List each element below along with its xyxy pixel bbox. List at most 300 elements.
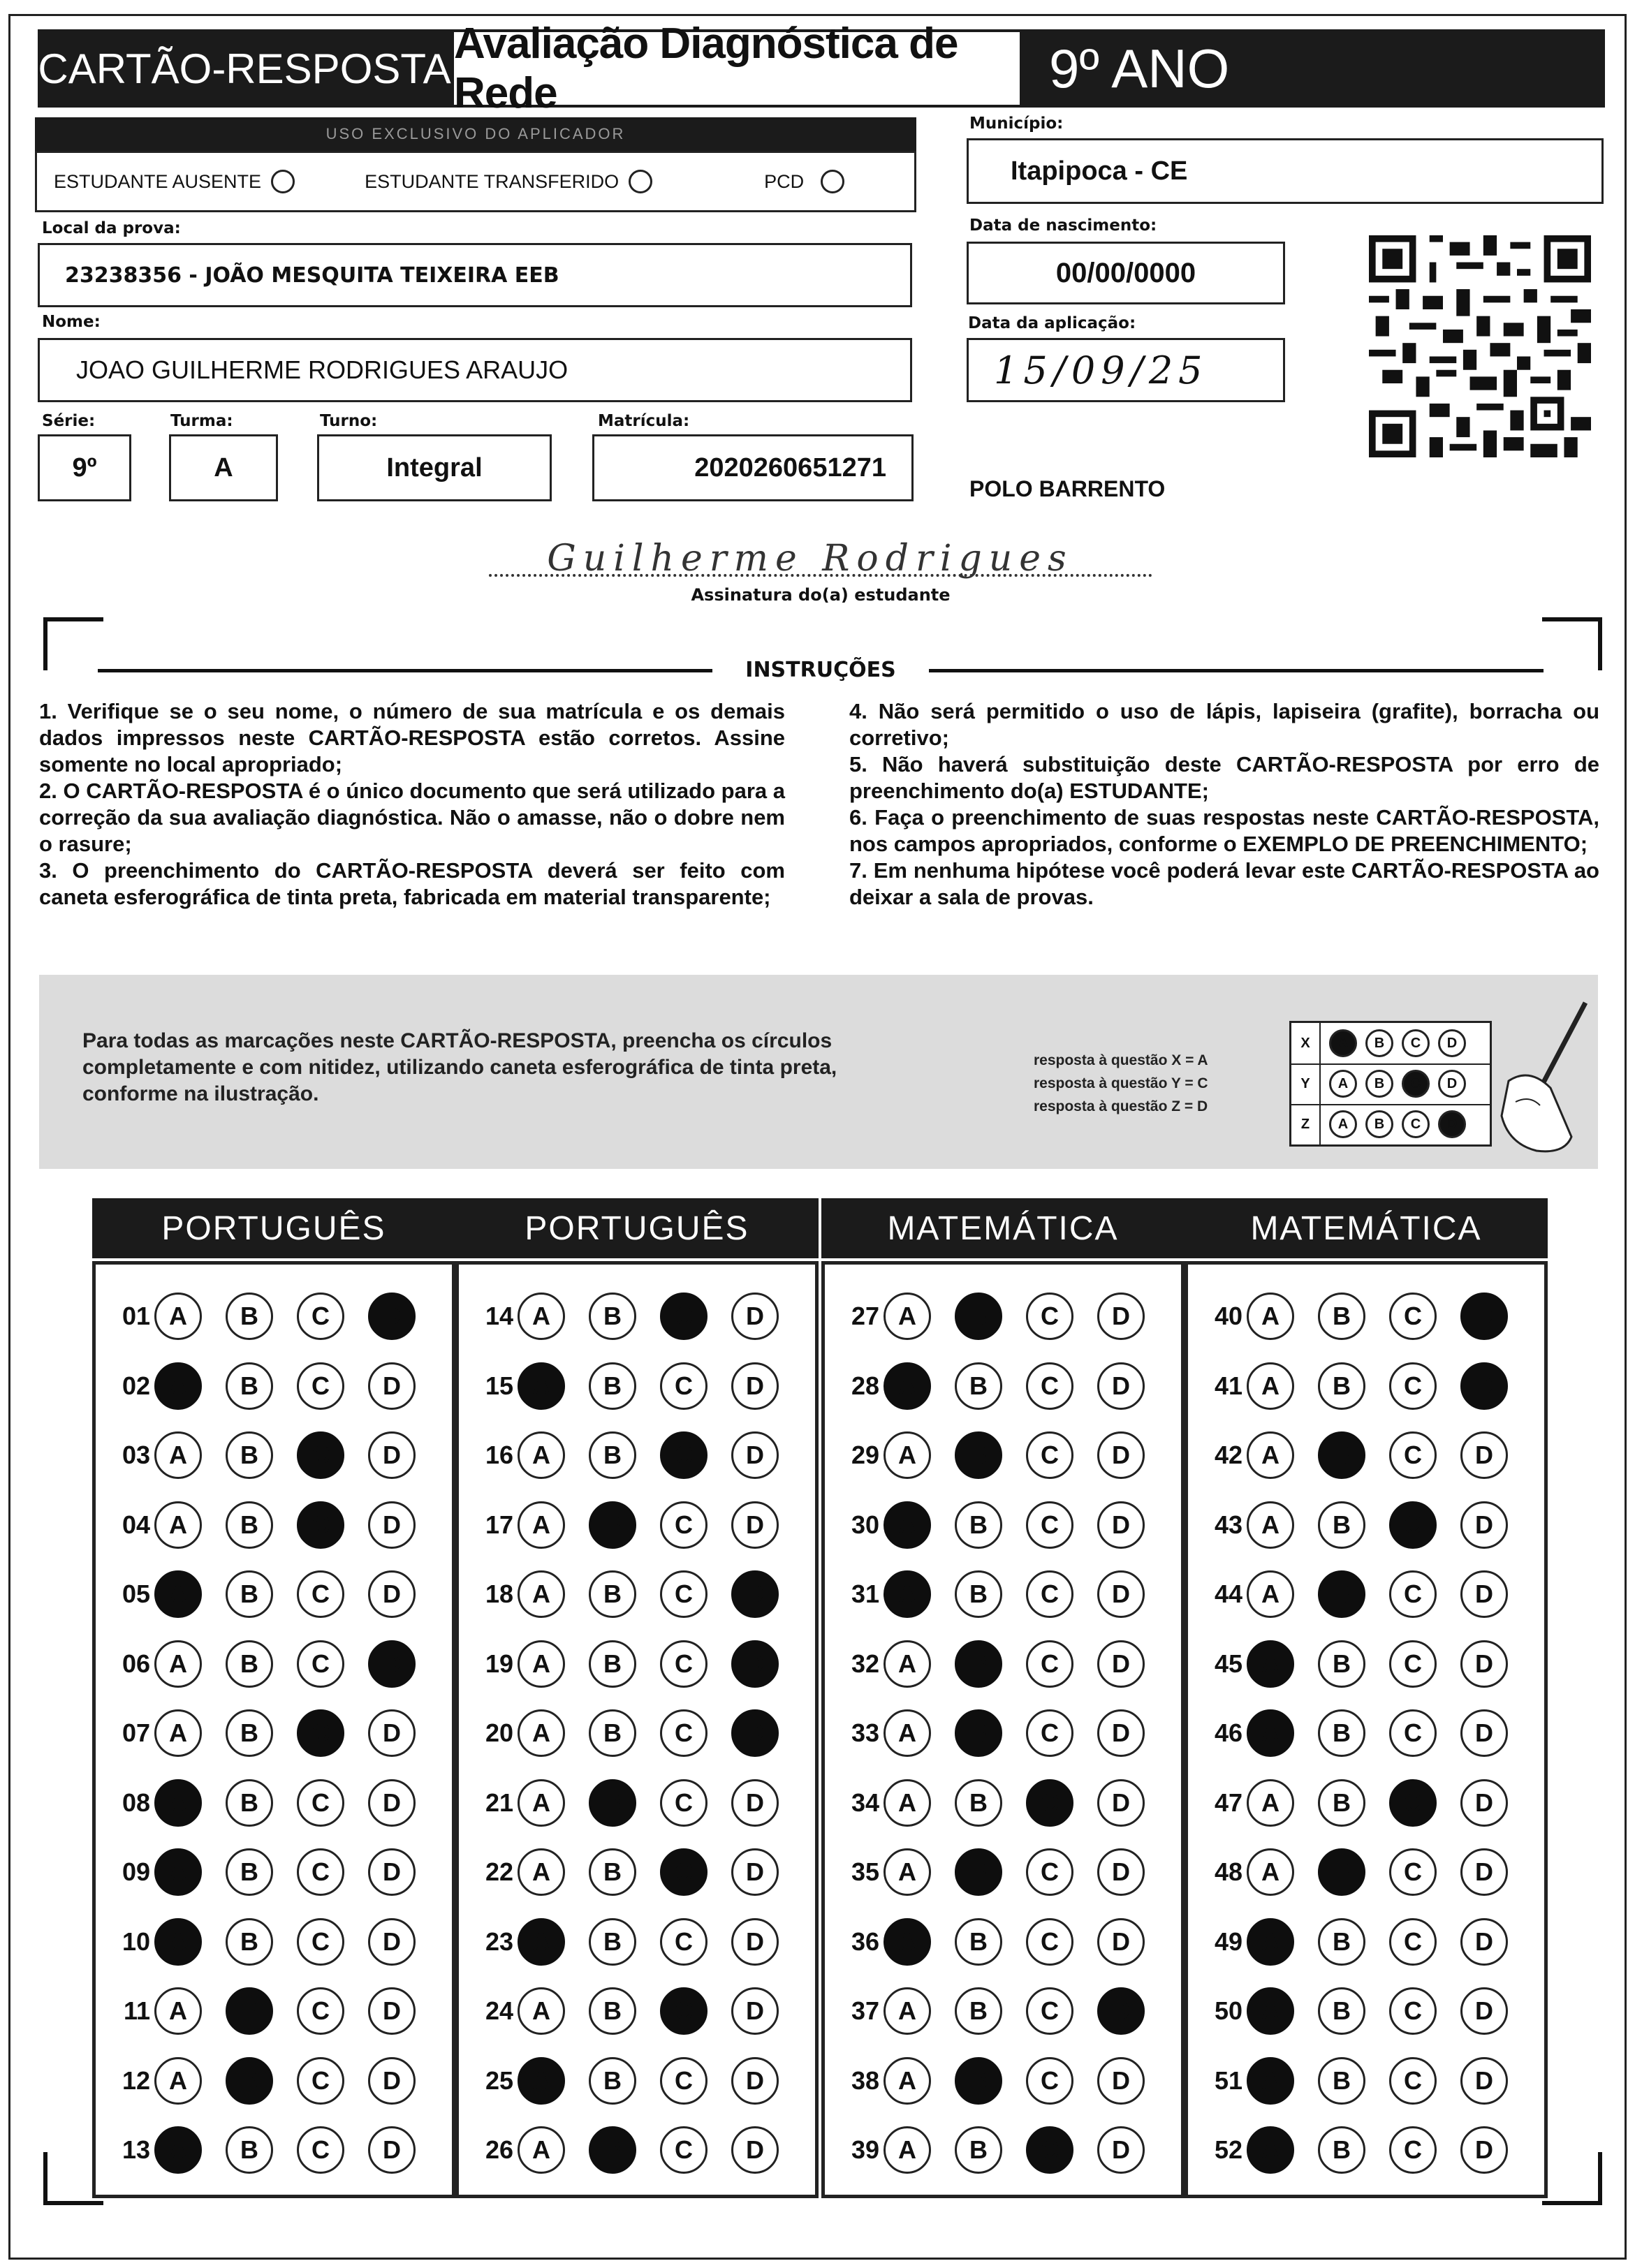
answer-bubble-a[interactable]: A (154, 2057, 202, 2105)
question-row (825, 1705, 1181, 1761)
answer-bubble-c[interactable]: C (297, 1918, 344, 1966)
question-number: 17 (485, 1510, 513, 1539)
answer-bubble-a[interactable]: A (518, 1987, 565, 2035)
answer-bubble-b[interactable]: B (589, 2057, 636, 2105)
example-text: Para todas as marcações neste CARTÃO-RESPOSTA, preencha os círculos completamente e com nitidez, utilizando caneta esferográfica de tinta preta, conforme na ilustração. (82, 1029, 837, 1105)
answer-bubble-c[interactable]: C (660, 1362, 707, 1410)
answer-bubble-b[interactable]: B (1318, 1709, 1365, 1757)
question-number: 48 (1214, 1857, 1242, 1886)
answer-bubble-a[interactable]: A (518, 1501, 565, 1549)
answer-bubble-d[interactable]: D (1460, 1362, 1508, 1410)
grade-title: 9º ANO (1022, 29, 1605, 108)
question-number: 42 (1214, 1441, 1242, 1469)
answer-bubble-b[interactable]: B (955, 1501, 1002, 1549)
answer-bubble-d[interactable]: D (1097, 1848, 1145, 1896)
answer-bubble-c[interactable]: C (660, 1640, 707, 1688)
answer-bubble-c[interactable]: C (660, 2126, 707, 2174)
answer-bubble-b[interactable]: B (1318, 2126, 1365, 2174)
answer-bubble-a[interactable]: A (518, 1848, 565, 1896)
aplicador-bar: USO EXCLUSIVO DO APLICADOR (35, 117, 916, 151)
answer-bubble-b[interactable]: B (589, 1293, 636, 1340)
pcd-radio[interactable] (821, 170, 844, 193)
answer-bubble-b[interactable]: B (955, 1640, 1002, 1688)
answer-bubble-d[interactable]: D (1097, 1362, 1145, 1410)
answer-bubble-c[interactable]: C (1389, 1501, 1437, 1549)
question-number: 29 (851, 1441, 879, 1469)
answer-bubble-b[interactable]: B (1318, 1987, 1365, 2035)
answer-bubble-b[interactable]: B (226, 1431, 273, 1479)
answer-bubble-d[interactable]: D (368, 1918, 416, 1966)
answer-bubble-b[interactable]: B (955, 1848, 1002, 1896)
transferred-label: ESTUDANTE TRANSFERIDO (365, 170, 619, 192)
answer-bubble-a[interactable]: A (1247, 2057, 1294, 2105)
aplicacao-field[interactable]: 15/09/25 (967, 338, 1285, 402)
turma-label: Turma: (170, 412, 233, 430)
answer-bubble-b[interactable]: B (1318, 1779, 1365, 1827)
hand-pen-icon (1488, 997, 1592, 1158)
answer-bubble-a[interactable]: A (154, 2126, 202, 2174)
answer-bubble-b[interactable]: B (589, 1501, 636, 1549)
answer-bubble-d[interactable]: D (368, 1431, 416, 1479)
answer-bubble-d[interactable]: D (368, 1640, 416, 1688)
instruction-1: 1. Verifique se o seu nome, o número de sua matrícula e os demais dados impressos neste CARTÃO-RESPOSTA estão corretos. Assine somente no local apropriado; (39, 699, 785, 776)
question-number: 19 (485, 1649, 513, 1678)
question-number: 31 (851, 1580, 879, 1608)
answer-bubble-c[interactable]: C (1026, 2057, 1073, 2105)
answer-bubble-a[interactable]: A (1247, 1918, 1294, 1966)
question-row (96, 1844, 452, 1900)
answer-bubble-d[interactable]: D (368, 2126, 416, 2174)
matricula-field: 2020260651271 (592, 434, 914, 501)
question-row (459, 1497, 815, 1553)
example-bubble-a: A (1329, 1070, 1357, 1098)
answer-bubble-b[interactable]: B (589, 1362, 636, 1410)
answer-bubble-a[interactable]: A (154, 1918, 202, 1966)
example-bubble-a: A (1329, 1110, 1357, 1138)
answer-bubble-b[interactable]: B (1318, 1293, 1365, 1340)
answer-bubble-d[interactable]: D (1460, 1918, 1508, 1966)
question-row (459, 1566, 815, 1622)
answer-bubble-c[interactable]: C (1026, 1918, 1073, 1966)
answer-bubble-c[interactable]: C (660, 1570, 707, 1618)
answer-bubble-c[interactable]: C (297, 1362, 344, 1410)
nome-field: JOAO GUILHERME RODRIGUES ARAUJO (38, 338, 912, 402)
question-row (96, 1427, 452, 1483)
answer-bubble-b[interactable]: B (1318, 1848, 1365, 1896)
answer-bubble-c[interactable]: C (297, 1709, 344, 1757)
answer-bubble-b[interactable]: B (1318, 1570, 1365, 1618)
answer-bubble-c[interactable]: C (1389, 1362, 1437, 1410)
answer-bubble-d[interactable]: D (1460, 1848, 1508, 1896)
answer-bubble-d[interactable]: D (1460, 1709, 1508, 1757)
question-number: 01 (122, 1302, 150, 1330)
answer-bubble-a[interactable]: A (884, 1918, 931, 1966)
answer-bubble-a[interactable]: A (1247, 1640, 1294, 1688)
answer-bubble-a[interactable]: A (154, 1293, 202, 1340)
answer-bubble-d[interactable]: D (1460, 1293, 1508, 1340)
question-number: 32 (851, 1649, 879, 1678)
question-row (825, 1914, 1181, 1970)
answer-bubble-d[interactable]: D (1097, 1431, 1145, 1479)
legend-z: resposta à questão Z = D (1034, 1098, 1208, 1114)
question-number: 07 (122, 1718, 150, 1747)
answer-bubble-c[interactable]: C (1026, 1709, 1073, 1757)
answer-bubble-b[interactable]: B (589, 1848, 636, 1896)
answer-bubble-c[interactable]: C (660, 1918, 707, 1966)
answer-bubble-c[interactable]: C (297, 1501, 344, 1549)
answer-bubble-b[interactable]: B (589, 1431, 636, 1479)
answer-bubble-a[interactable]: A (884, 1431, 931, 1479)
question-number: 39 (851, 2135, 879, 2164)
answer-bubble-a[interactable]: A (884, 2057, 931, 2105)
answer-bubble-b[interactable]: B (226, 1779, 273, 1827)
answer-bubble-c[interactable]: C (1026, 1570, 1073, 1618)
question-row (825, 1844, 1181, 1900)
answer-bubble-a[interactable]: A (884, 2126, 931, 2174)
answer-bubble-b[interactable]: B (955, 1987, 1002, 2035)
answer-bubble-d[interactable]: D (731, 2126, 779, 2174)
answer-bubble-c[interactable]: C (1026, 1640, 1073, 1688)
corner-bottom-right (1542, 2152, 1602, 2205)
answer-bubble-b[interactable]: B (226, 1848, 273, 1896)
answer-bubble-a[interactable]: A (1247, 1501, 1294, 1549)
answer-bubble-d[interactable]: D (368, 1501, 416, 1549)
answer-bubble-b[interactable]: B (955, 1431, 1002, 1479)
question-row (459, 2122, 815, 2178)
question-number: 44 (1214, 1580, 1242, 1608)
answer-bubble-c[interactable]: C (660, 1709, 707, 1757)
answer-bubble-c[interactable]: C (1389, 1987, 1437, 2035)
answer-bubble-d[interactable]: D (368, 1570, 416, 1618)
question-number: 02 (122, 1371, 150, 1400)
answer-bubble-c[interactable]: C (660, 2057, 707, 2105)
question-row (96, 1566, 452, 1622)
answer-bubble-c[interactable]: C (297, 1848, 344, 1896)
example-bubble-b: B (1365, 1110, 1393, 1138)
answer-bubble-a[interactable]: A (154, 1362, 202, 1410)
question-row (96, 1636, 452, 1692)
answer-bubble-b[interactable]: B (1318, 1918, 1365, 1966)
answer-bubble-c[interactable]: C (1389, 1779, 1437, 1827)
answer-bubble-d[interactable]: D (731, 1501, 779, 1549)
answer-bubble-b[interactable]: B (589, 1918, 636, 1966)
question-number: 51 (1214, 2066, 1242, 2095)
question-number: 22 (485, 1857, 513, 1886)
answer-bubble-b[interactable]: B (955, 1918, 1002, 1966)
answer-bubble-d[interactable]: D (1460, 1987, 1508, 2035)
answer-bubble-d[interactable]: D (368, 1779, 416, 1827)
answer-bubble-a[interactable]: A (884, 1709, 931, 1757)
answer-bubble-c[interactable]: C (1026, 1431, 1073, 1479)
question-number: 46 (1214, 1718, 1242, 1747)
answer-bubble-c[interactable]: C (1026, 1293, 1073, 1340)
answer-bubble-c[interactable]: C (297, 1640, 344, 1688)
answer-bubble-b[interactable]: B (1318, 1640, 1365, 1688)
signature-line (489, 574, 1152, 577)
answer-bubble-a[interactable]: A (884, 1848, 931, 1896)
question-number: 49 (1214, 1927, 1242, 1956)
question-row (1188, 1636, 1544, 1692)
question-number: 03 (122, 1441, 150, 1469)
answer-bubble-a[interactable]: A (518, 1570, 565, 1618)
answer-bubble-c[interactable]: C (1389, 1640, 1437, 1688)
answer-bubble-a[interactable]: A (1247, 1570, 1294, 1618)
answer-bubble-d[interactable]: D (1097, 1293, 1145, 1340)
answer-bubble-d[interactable]: D (368, 1293, 416, 1340)
answer-bubble-a[interactable]: A (1247, 2126, 1294, 2174)
answer-bubble-d[interactable]: D (1097, 1709, 1145, 1757)
question-number: 06 (122, 1649, 150, 1678)
answer-bubble-b[interactable]: B (955, 1362, 1002, 1410)
answer-bubble-c[interactable]: C (297, 1987, 344, 2035)
answer-bubble-d[interactable]: D (731, 1431, 779, 1479)
question-row (96, 1288, 452, 1344)
answer-bubble-b[interactable]: B (226, 1918, 273, 1966)
example-bubble-d: D (1438, 1029, 1466, 1057)
answer-bubble-d[interactable]: D (1097, 1987, 1145, 2035)
question-number: 34 (851, 1788, 879, 1817)
answer-bubble-b[interactable]: B (589, 1709, 636, 1757)
question-row (96, 2122, 452, 2178)
question-row (1188, 1705, 1544, 1761)
question-number: 35 (851, 1857, 879, 1886)
answer-bubble-a[interactable]: A (154, 1501, 202, 1549)
answer-column (92, 1261, 455, 2198)
question-row (459, 1288, 815, 1344)
answer-bubble-d[interactable]: D (1460, 2126, 1508, 2174)
question-row (459, 1844, 815, 1900)
transferred-radio[interactable] (629, 170, 652, 193)
answer-bubble-d[interactable]: D (368, 1362, 416, 1410)
pcd-label: PCD (764, 170, 805, 192)
answer-bubble-c[interactable]: C (297, 1431, 344, 1479)
answer-bubble-d[interactable]: D (1460, 2057, 1508, 2105)
answer-bubble-d[interactable]: D (368, 1709, 416, 1757)
answer-bubble-d[interactable]: D (1460, 1501, 1508, 1549)
question-row (96, 1497, 452, 1553)
answer-bubble-a[interactable]: A (518, 1362, 565, 1410)
answer-bubble-c[interactable]: C (297, 1570, 344, 1618)
answer-bubble-b[interactable]: B (1318, 1431, 1365, 1479)
answer-bubble-b[interactable]: B (589, 1640, 636, 1688)
example-bubble-d: D (1438, 1070, 1466, 1098)
answer-bubble-a[interactable]: A (518, 1293, 565, 1340)
answer-bubble-d[interactable]: D (1460, 1640, 1508, 1688)
example-bubble-b: B (1365, 1070, 1393, 1098)
answer-bubble-d[interactable]: D (1097, 1570, 1145, 1618)
answer-bubble-b[interactable]: B (955, 1293, 1002, 1340)
answer-bubble-c[interactable]: C (297, 1779, 344, 1827)
answer-bubble-a[interactable]: A (518, 2126, 565, 2174)
question-row (1188, 1775, 1544, 1831)
answer-bubble-a[interactable]: A (1247, 1987, 1294, 2035)
question-number: 09 (122, 1857, 150, 1886)
answer-bubble-d[interactable]: D (731, 1779, 779, 1827)
question-number: 41 (1214, 1371, 1242, 1400)
answer-bubble-b[interactable]: B (226, 1709, 273, 1757)
answer-bubble-c[interactable]: C (1389, 1293, 1437, 1340)
question-row (825, 1775, 1181, 1831)
answer-bubble-d[interactable]: D (731, 2057, 779, 2105)
question-row (1188, 1914, 1544, 1970)
answer-bubble-a[interactable]: A (518, 1640, 565, 1688)
question-number: 36 (851, 1927, 879, 1956)
answer-bubble-d[interactable]: D (731, 1293, 779, 1340)
answer-bubble-b[interactable]: B (226, 1640, 273, 1688)
answer-bubble-a[interactable]: A (884, 1779, 931, 1827)
question-number: 52 (1214, 2135, 1242, 2164)
answer-bubble-a[interactable]: A (518, 1918, 565, 1966)
answer-bubble-c[interactable]: C (297, 2126, 344, 2174)
answer-bubble-a[interactable]: A (518, 2057, 565, 2105)
answer-bubble-b[interactable]: B (589, 1570, 636, 1618)
question-row (459, 1775, 815, 1831)
answer-bubble-d[interactable]: D (731, 1640, 779, 1688)
answer-bubble-a[interactable]: A (884, 1987, 931, 2035)
answer-bubble-d[interactable]: D (1097, 1640, 1145, 1688)
answer-bubble-d[interactable]: D (1097, 2057, 1145, 2105)
answer-bubble-a[interactable]: A (154, 1709, 202, 1757)
answer-bubble-d[interactable]: D (368, 1987, 416, 2035)
serie-field: 9º (38, 434, 131, 501)
question-row (1188, 1427, 1544, 1483)
answer-bubble-c[interactable]: C (1389, 2057, 1437, 2105)
answer-bubble-a[interactable]: A (1247, 1709, 1294, 1757)
answer-bubble-d[interactable]: D (1460, 1431, 1508, 1479)
answer-bubble-d[interactable]: D (731, 1570, 779, 1618)
answer-bubble-d[interactable]: D (1097, 1501, 1145, 1549)
answer-bubble-a[interactable]: A (154, 1848, 202, 1896)
answer-bubble-c[interactable]: C (660, 1779, 707, 1827)
answer-bubble-a[interactable]: A (1247, 1293, 1294, 1340)
answer-bubble-a[interactable]: A (154, 1779, 202, 1827)
answer-bubble-b[interactable]: B (226, 1570, 273, 1618)
answer-bubble-d[interactable]: D (368, 1848, 416, 1896)
answer-bubble-a[interactable]: A (884, 1362, 931, 1410)
answer-bubble-a[interactable]: A (518, 1431, 565, 1479)
answer-bubble-b[interactable]: B (589, 2126, 636, 2174)
answer-bubble-b[interactable]: B (955, 2057, 1002, 2105)
question-number: 14 (485, 1302, 513, 1330)
absent-radio[interactable] (271, 170, 295, 193)
answer-bubble-c[interactable]: C (297, 1293, 344, 1340)
answer-bubble-d[interactable]: D (1097, 2126, 1145, 2174)
answer-bubble-d[interactable]: D (1097, 1918, 1145, 1966)
answer-column (1185, 1261, 1548, 2198)
answer-bubble-b[interactable]: B (1318, 1501, 1365, 1549)
answer-bubble-c[interactable]: C (660, 1293, 707, 1340)
answer-bubble-a[interactable]: A (884, 1501, 931, 1549)
answer-bubble-d[interactable]: D (731, 1918, 779, 1966)
answer-bubble-b[interactable]: B (1318, 1362, 1365, 1410)
answer-bubble-b[interactable]: B (226, 1293, 273, 1340)
answer-bubble-c[interactable]: C (1389, 2126, 1437, 2174)
polo-label: POLO BARRENTO (969, 476, 1166, 501)
answer-bubble-a[interactable]: A (884, 1570, 931, 1618)
answer-bubble-d[interactable]: D (1097, 1779, 1145, 1827)
question-row (825, 1636, 1181, 1692)
student-signature: Guilherme Rodrigues (547, 538, 1073, 580)
answer-bubble-b[interactable]: B (955, 1570, 1002, 1618)
answer-bubble-c[interactable]: C (660, 1987, 707, 2035)
answer-bubble-c[interactable]: C (1026, 1848, 1073, 1896)
example-row (1291, 1023, 1490, 1065)
question-number: 47 (1214, 1788, 1242, 1817)
answer-bubble-a[interactable]: A (518, 1709, 565, 1757)
answer-bubble-c[interactable]: C (1026, 1987, 1073, 2035)
answer-bubble-c[interactable]: C (660, 1431, 707, 1479)
question-row (825, 1427, 1181, 1483)
question-row (825, 2053, 1181, 2109)
answer-bubble-c[interactable]: C (1026, 2126, 1073, 2174)
question-row (96, 1983, 452, 2039)
answer-bubble-a[interactable]: A (154, 1570, 202, 1618)
question-row (825, 1983, 1181, 2039)
answer-bubble-d[interactable]: D (731, 1709, 779, 1757)
question-row (1188, 1844, 1544, 1900)
answer-bubble-b[interactable]: B (226, 2126, 273, 2174)
answer-bubble-d[interactable]: D (1460, 1570, 1508, 1618)
answer-bubble-b[interactable]: B (226, 1987, 273, 2035)
answer-bubble-c[interactable]: C (1026, 1501, 1073, 1549)
answer-bubble-a[interactable]: A (1247, 1431, 1294, 1479)
question-number: 43 (1214, 1510, 1242, 1539)
answer-bubble-c[interactable]: C (1026, 1362, 1073, 1410)
answer-bubble-b[interactable]: B (226, 1362, 273, 1410)
answer-bubble-d[interactable]: D (368, 2057, 416, 2105)
municipio-field: Itapipoca - CE (967, 138, 1604, 204)
answer-bubble-a[interactable]: A (1247, 1848, 1294, 1896)
answer-bubble-a[interactable]: A (518, 1779, 565, 1827)
answer-bubble-a[interactable]: A (884, 1293, 931, 1340)
instructions-rule-right (929, 669, 1544, 672)
answer-bubble-b[interactable]: B (589, 1987, 636, 2035)
answer-bubble-d[interactable]: D (731, 1848, 779, 1896)
answer-bubble-b[interactable]: B (955, 1779, 1002, 1827)
answer-bubble-b[interactable]: B (955, 2126, 1002, 2174)
answer-bubble-d[interactable]: D (731, 1987, 779, 2035)
answer-bubble-c[interactable]: C (297, 2057, 344, 2105)
answer-bubble-a[interactable]: A (1247, 1779, 1294, 1827)
answer-bubble-c[interactable]: C (1389, 1431, 1437, 1479)
answer-bubble-b[interactable]: B (1318, 2057, 1365, 2105)
answer-bubble-b[interactable]: B (589, 1779, 636, 1827)
answer-bubble-c[interactable]: C (660, 1848, 707, 1896)
qr-code (1369, 234, 1591, 459)
answer-bubble-c[interactable]: C (1389, 1709, 1437, 1757)
example-row (1291, 1104, 1490, 1146)
answer-bubble-c[interactable]: C (1389, 1918, 1437, 1966)
answer-bubble-a[interactable]: A (154, 1987, 202, 2035)
answer-bubble-b[interactable]: B (955, 1709, 1002, 1757)
answer-bubble-c[interactable]: C (1389, 1570, 1437, 1618)
answer-bubble-b[interactable]: B (226, 1501, 273, 1549)
answer-bubble-c[interactable]: C (1389, 1848, 1437, 1896)
question-number: 21 (485, 1788, 513, 1817)
nome-label: Nome: (42, 313, 101, 331)
answer-bubble-a[interactable]: A (154, 1640, 202, 1688)
answer-bubble-c[interactable]: C (660, 1501, 707, 1549)
example-bubble-a: A (1329, 1029, 1357, 1057)
answer-bubble-d[interactable]: D (1460, 1779, 1508, 1827)
answer-bubble-a[interactable]: A (154, 1431, 202, 1479)
answer-bubble-d[interactable]: D (731, 1362, 779, 1410)
answer-bubble-a[interactable]: A (884, 1640, 931, 1688)
answer-bubble-a[interactable]: A (1247, 1362, 1294, 1410)
answer-bubble-c[interactable]: C (1026, 1779, 1073, 1827)
answer-bubble-b[interactable]: B (226, 2057, 273, 2105)
question-number: 11 (123, 1996, 150, 2025)
